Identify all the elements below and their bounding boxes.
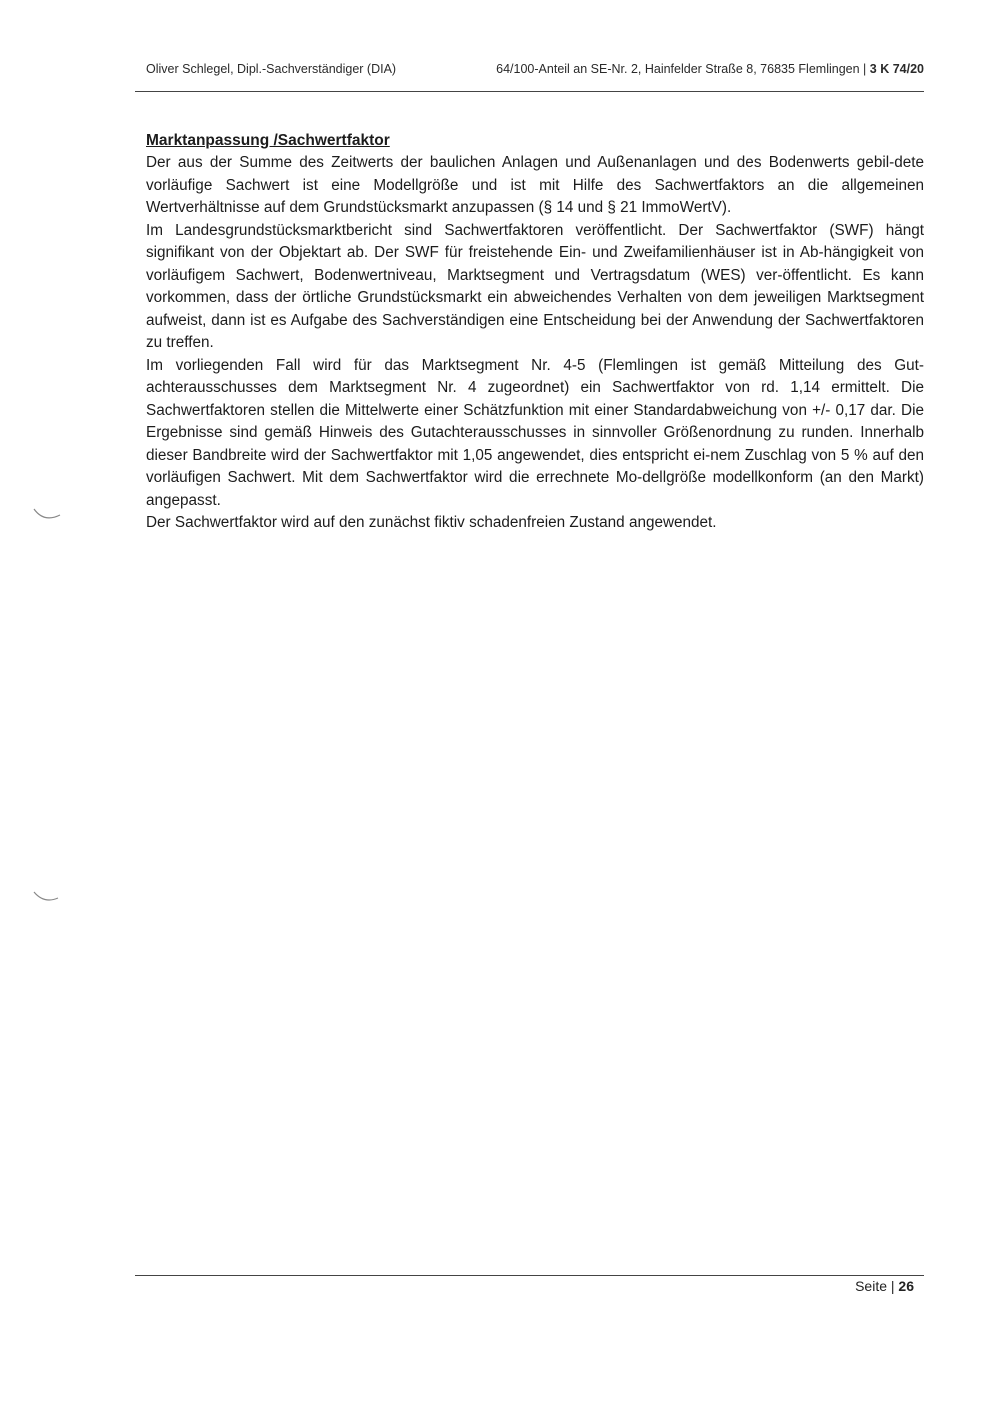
footer-page-number: 26 [898, 1278, 914, 1294]
page-footer [855, 1278, 914, 1294]
paragraph: Der Sachwertfaktor wird auf den zunächst fiktiv schadenfreien Zustand angewendet. [146, 514, 717, 531]
footer-separator: | [890, 1278, 895, 1294]
punch-hole-mark-upper [32, 505, 64, 525]
paragraph: Im Landesgrundstücksmarktbericht sind Sachwertfaktoren veröffentlicht. Der Sachwertfaktor (SWF) hängt signifikant von der Objektart ab. Der SWF für freistehende Ein- und Zweifamilienhäuser ist in Ab-hängigkeit von vorläufigem Sachwert, Bodenwertniveau, Marktsegment und Vertragsdatum (WES) ver-öffentlicht. Es kann vorkommen, dass der örtliche Grundstücksmarkt ein abweichendes Verhalten von dem jeweiligen Marktsegment aufweist, dann ist es Aufgabe des Sachverständigen eine Entscheidung bei der Anwendung der Sachwertfaktoren zu treffen. [146, 221, 924, 351]
footer-page-label: Seite [855, 1278, 887, 1294]
paragraph: Im vorliegenden Fall wird für das Marktsegment Nr. 4-5 (Flemlingen ist gemäß Mitteilung des Gut-achterausschusses dem Marktsegment Nr. 4 zugeordnet) ein Sachwertfaktor von rd. 1,14 ermittelt. Die Sachwertfaktoren stellen die Mittelwerte einer Schätzfunktion mit einer Standardabweichung von +/- 0,17 dar. Die Ergebnisse sind gemäß Hinweis des Gutachterausschusses in sinnvoller Größenordnung zu runden. Innerhalb dieser Bandbreite wird der Sachwertfaktor mit 1,05 angewendet, dies entspricht ei-nem Zuschlag von 5 % auf den vorläufigen Sachwert. Mit dem Sachwertfaktor wird die errechnete Mo-dellgröße modellkonform (an den Markt) angepasst. [146, 356, 924, 509]
punch-hole-mark-lower [32, 888, 64, 908]
header-reference [496, 62, 924, 76]
header-case-number: 3 K 74/20 [869, 62, 924, 76]
paragraph: Der aus der Summe des Zeitwerts der baulichen Anlagen und Außenanlagen und des Bodenwerts gebil-dete vorläufige Sachwert ist eine Modellgröße und ist mit Hilfe des Sachwertfaktors an die allgemeinen Wertverhältnisse auf dem Grundstücksmarkt anzupassen (§ 14 und § 21 ImmoWertV). [146, 154, 924, 216]
section-heading: Marktanpassung /Sachwertfaktor [146, 132, 390, 149]
footer-divider [135, 1275, 924, 1276]
header-property: 64/100-Anteil an SE-Nr. 2, Hainfelder Straße 8, 76835 Flemlingen [496, 62, 860, 76]
header-separator: | [863, 62, 867, 76]
header-divider [135, 91, 924, 92]
page-body [146, 130, 924, 535]
header-author: Oliver Schlegel, Dipl.-Sachverständiger (DIA) [146, 62, 397, 76]
